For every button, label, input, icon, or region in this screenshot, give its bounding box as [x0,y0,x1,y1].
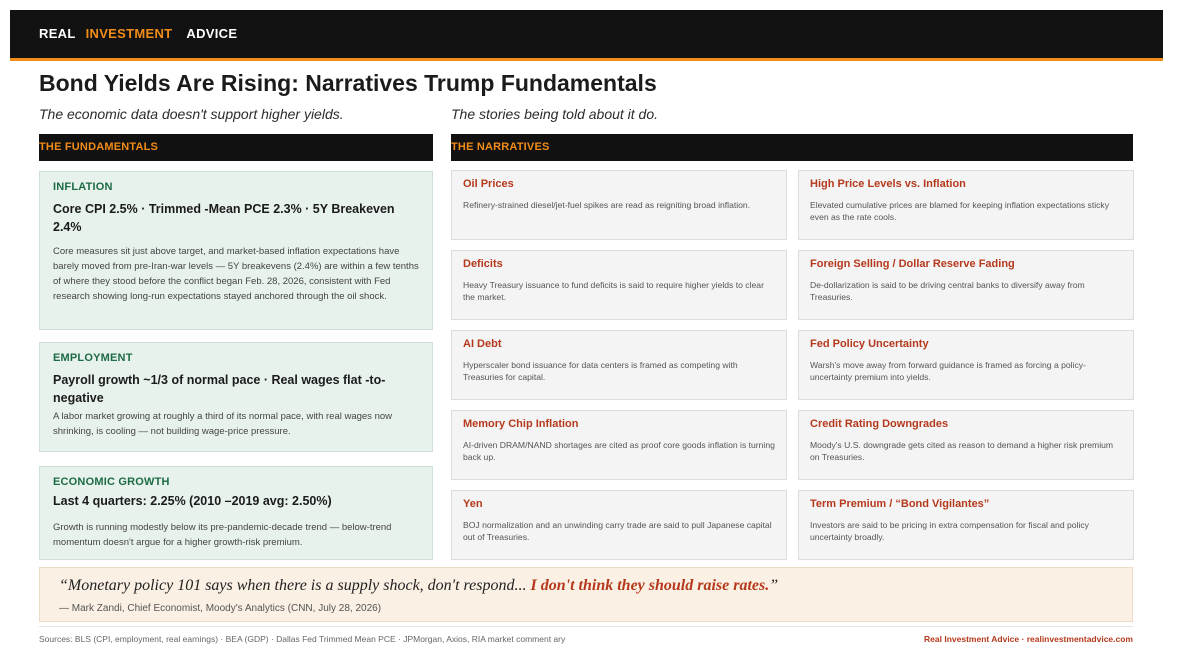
fundamental-card-inflation [39,171,433,330]
quote-attribution: — Mark Zandi, Chief Economist, Moody's Analytics (CNN, July 28, 2026) [59,603,382,614]
quote-text [59,577,778,595]
narrative-body: BOJ normalization and an unwinding carry trade are said to pull Japanese capital out of Treasuries. [463,520,772,542]
narrative-card [798,410,1134,480]
brand-part-1: REAL [39,26,76,41]
narrative-title: Credit Rating Downgrades [810,418,949,430]
narrative-card [451,330,787,400]
narrative-body: Refinery-strained diesel/jet-fuel spikes are read as reigniting broad inflation. [463,200,751,210]
narrative-title: Fed Policy Uncertainty [810,338,929,350]
fundamental-body: Growth is running modestly below its pre-pandemic-decade trend — below-trend momentum doesn't argue for a higher growth-risk premium. [53,522,392,548]
narrative-card [451,410,787,480]
quote-close: ” [769,577,779,594]
narrative-title: High Price Levels vs. Inflation [810,178,966,190]
narrative-card [451,490,787,560]
subtitle-left: The economic data doesn't support higher yields. [39,106,344,122]
narrative-body: AI-driven DRAM/NAND shortages are cited as proof core goods inflation is turning back up. [463,440,775,462]
quote-open: “Monetary policy 101 says when there is a supply shock, don't respond... [59,577,531,594]
narrative-card [798,330,1134,400]
brand-part-2: INVESTMENT [85,26,173,41]
page-title: Bond Yields Are Rising: Narratives Trump Fundamentals [39,70,657,96]
narrative-body: Moody's U.S. downgrade gets cited as reason to demand a higher risk premium on Treasuries. [810,440,1114,462]
narrative-title: AI Debt [463,338,502,350]
fundamental-card-employment [39,342,433,452]
narrative-card [451,170,787,240]
fundamental-label: EMPLOYMENT [53,352,133,364]
narrative-card [798,170,1134,240]
brand-part-3: ADVICE [186,26,238,41]
footer-divider [39,626,1133,627]
footer-sources: Sources: BLS (CPI, employment, real earnings) · BEA (GDP) · Dallas Fed Trimmed Mean PCE · JPMorgan, Axios, RIA market comment ary [39,634,566,644]
narrative-title: Foreign Selling / Dollar Reserve Fading [810,258,1015,270]
narrative-title: Oil Prices [463,178,514,190]
narrative-body: Hyperscaler bond issuance for data centers is framed as competing with Treasuries for capital. [463,360,738,382]
fundamental-label: INFLATION [53,181,113,193]
quote-box [39,567,1133,622]
narrative-body: Elevated cumulative prices are blamed for keeping inflation expectations sticky even as the rate cools. [810,200,1110,222]
quote-emphasis: I don't think they should raise rates. [530,577,770,594]
narrative-title: Memory Chip Inflation [463,418,579,430]
narrative-title: Deficits [463,258,503,270]
fundamental-card-growth [39,466,433,560]
top-bar-accent [10,58,1163,61]
narrative-body: Investors are said to be pricing in extra compensation for fiscal and policy uncertainty broadly. [810,520,1089,542]
fundamental-body: A labor market growing at roughly a third of its normal pace, with real wages now shrinking, is cooling — not building wage-price pressure. [53,411,392,437]
narrative-card [798,490,1134,560]
brand-logo [39,26,237,41]
fundamental-headline: Last 4 quarters: 2.25% (2010 –2019 avg: 2.50%) [53,494,332,508]
fundamentals-header: THE FUNDAMENTALS [39,134,433,161]
fundamental-label: ECONOMIC GROWTH [53,476,170,488]
narrative-title: Term Premium / “Bond Vigilantes” [810,498,990,510]
narrative-body: Heavy Treasury issuance to fund deficits is said to require higher yields to clear the market. [463,280,764,302]
narrative-card [798,250,1134,320]
narratives-header: THE NARRATIVES [451,134,1133,161]
narrative-card [451,250,787,320]
fundamental-body: Core measures sit just above target, and market-based inflation expectations have barely moved from pre-Iran-war levels — 5Y breakevens (2.4%) are within a few tenths of where they stood before the conflict began Feb. 28, 2026, consistent with Fed research showing long-run expectations stayed anchored through the oil shock. [53,246,419,302]
fundamental-headline: Payroll growth ~1/3 of normal pace · Real wages flat -to-negative [53,373,386,405]
narrative-title: Yen [463,498,483,510]
subtitle-right: The stories being told about it do. [451,106,659,122]
narrative-body: De-dollarization is said to be driving central banks to diversify away from Treasuries. [810,280,1085,302]
footer-credit: Real Investment Advice · realinvestmentadvice.com [924,634,1133,644]
narrative-body: Warsh's move away from forward guidance is framed as forcing a policy-uncertainty premium into yields. [810,360,1086,382]
fundamental-headline: Core CPI 2.5% · Trimmed -Mean PCE 2.3% · 5Y Breakeven 2.4% [53,202,395,234]
